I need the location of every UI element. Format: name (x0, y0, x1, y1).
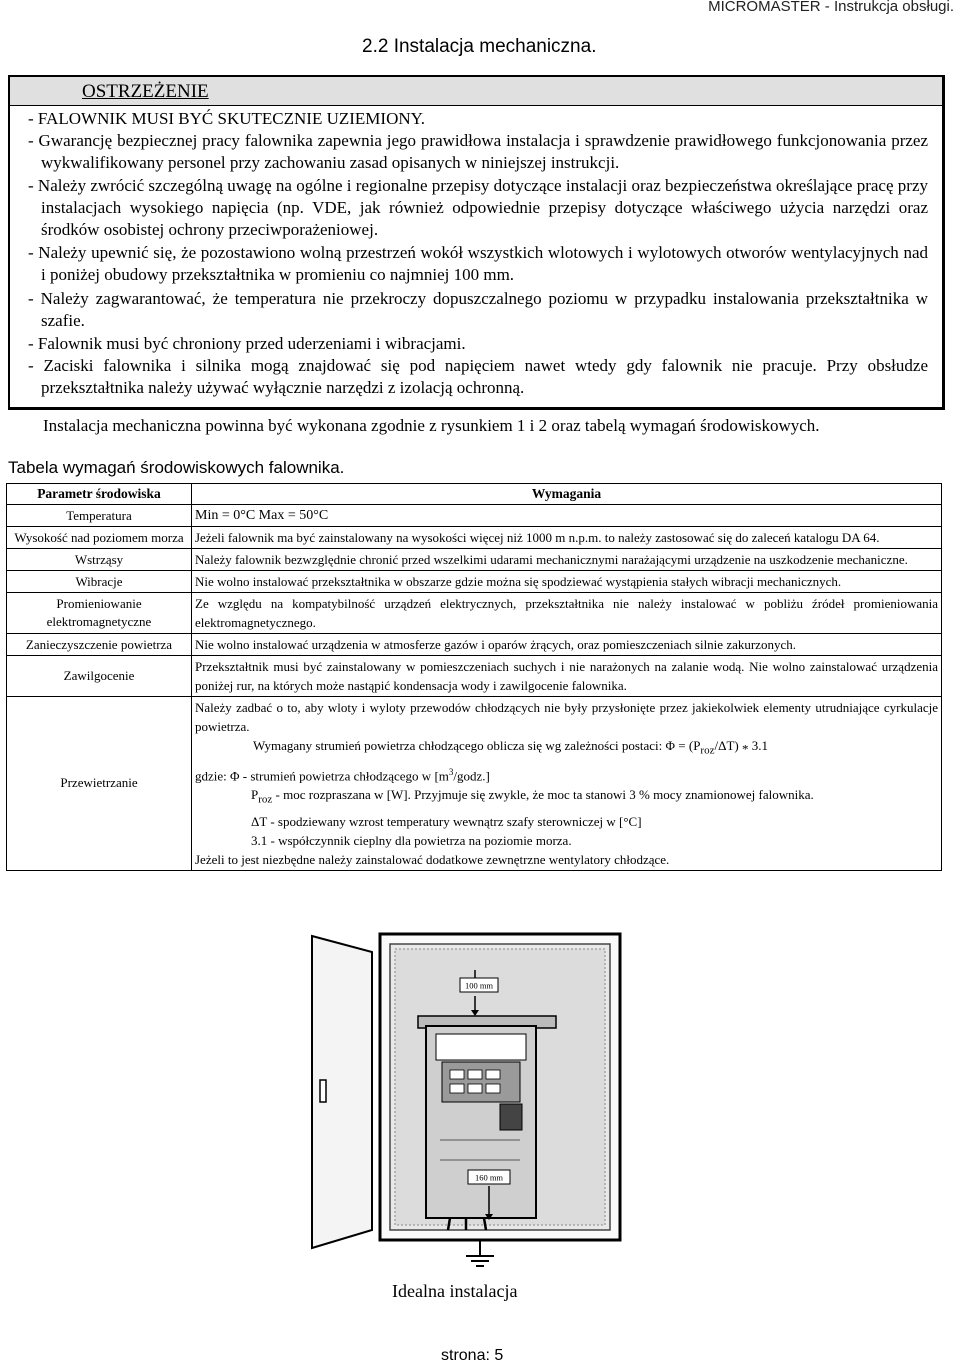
section-title: 2.2 Instalacja mechaniczna. (362, 36, 597, 57)
figure-caption: Idealna instalacja (392, 1281, 518, 1301)
table-caption: Tabela wymagań środowiskowych falownika. (8, 458, 345, 477)
formula-line: ΔT - spodziewany wzrost temperatury wewnątrz szafy sterowniczej w [°C] (251, 813, 642, 829)
environment-table (6, 483, 942, 871)
param-cell: Wysokość nad poziomem morza (7, 527, 192, 549)
formula-line: 3.1 - współczynnik cieplny dla powietrza na poziomie morza. (251, 832, 572, 848)
formula-line: gdzie: Φ - strumień powietrza chłodzącego w $[m^3/godz.]$ (195, 766, 490, 783)
warning-item: - Należy zwrócić szczególną uwagę na ogólne i regionalne przepisy dotyczące instalacji oraz bezpieczeństwa określające pracę przy instalacjach wysokiego napięcia (np. VDE, jak również odpowiednie przepisy dotyczące właściwego użycia narzędzi oraz środków osobistej ochrony przeciwporażeniowej. (28, 176, 928, 239)
req-cell: Przekształtnik musi być zainstalowany w pomieszczeniach suchych i nie narażonych na zalanie wodą. Nie wolno zainstalować urządzenia poniżej rur, na których może nastąpić kondensacja wody i zawilgocenie falownika. (192, 656, 942, 697)
warning-item: - FALOWNIK MUSI BYĆ SKUTECZNIE UZIEMIONY. (28, 109, 425, 128)
formula-line: Wymagany strumień powietrza chłodzącego oblicza się wg zależności postaci: $\Phi = (P_{roz}/\Delta T)$ $_*$ 3.1 (253, 738, 768, 757)
page-number: strona: 5 (441, 1347, 504, 1364)
warning-title: OSTRZEŻENIE (82, 81, 209, 102)
inverter-display (500, 1104, 522, 1130)
warning-item: - Należy upewnić się, że pozostawiono wolną przestrzeń wokół wszystkich wlotowych i wylotowych otworów wentylacyjnych nad i poniżej obudowy przekształtnika w promieniu co najmniej 100 mm. (28, 243, 928, 284)
column-header: Wymagania (192, 484, 942, 505)
req-cell: Min = 0°C Max = 50°C (192, 505, 942, 527)
clearance-bottom-label: 160 mm (474, 1172, 504, 1183)
column-header: Parametr środowiska (7, 484, 192, 505)
req-cell: Jeżeli falownik ma być zainstalowany na wysokości więcej niż 1000 m n.p.m. to należy zastosować się do zaleceń katalogu DA 64. (192, 527, 942, 549)
req-cell: Nie wolno instalować urządzenia w atmosferze gazów i oparów żrących, oraz pomieszczeniach silnie zakurzonych. (192, 634, 942, 656)
warning-item: - Należy zagwarantować, że temperatura nie przekroczy dopuszczalnego poziomu w przypadku instalowania przekształtnika w szafie. (28, 289, 928, 330)
running-header: MICROMASTER - Instrukcja obsługi. (708, 0, 954, 15)
param-cell: Przewietrzanie (7, 697, 192, 871)
cabinet-installation-figure (300, 930, 640, 1270)
table-header-row (7, 484, 942, 505)
req-cell (192, 697, 942, 871)
param-cell: Temperatura (7, 505, 192, 527)
formula-line: $P_{roz}$ - moc rozpraszana w [W]. Przyjmuje się zwykle, że moc ta stanowi 3 % mocy znamionowej falownika. (251, 786, 814, 806)
ventilation-line: Jeżeli to jest niezbędne należy zainstalować dodatkowe zewnętrzne wentylatory chłodzące. (195, 851, 670, 867)
req-cell: Ze względu na kompatybilność urządzeń elektrycznych, przekształtnika nie należy instalować w pobliżu źródeł promieniowania elektromagnetycznego. (192, 593, 942, 634)
req-cell: Nie wolno instalować przekształtnika w obszarze gdzie można się spodziewać wystąpienia stałych wibracji mechanicznych. (192, 571, 942, 593)
warning-item: - Falownik musi być chroniony przed uderzeniami i wibracjami. (28, 334, 466, 353)
ventilation-line: Należy zadbać o to, aby wloty i wyloty przewodów chłodzących nie były przysłonięte przez jakiekolwiek elementy utrudniające cyrkulacje powietrza. (195, 700, 938, 734)
req-cell: Należy falownik bezwzględnie chronić przed wszelkimi udarami mechanicznymi narażającymi urządzenie na uszkodzenie mechaniczne. (192, 549, 942, 571)
table-row (7, 656, 942, 697)
warning-item: - Zaciski falownika i silnika mogą znajdować się pod napięciem nawet wtedy gdy falownik nie pracuje. Przy obsłudze przekształtnika należy używać wyłącznie narzędzi z izolacją ochronną. (28, 356, 928, 397)
table-row (7, 571, 942, 593)
param-cell: Promieniowanie elektromagnetyczne (7, 593, 192, 634)
clearance-top-label: 100 mm (464, 980, 494, 991)
param-cell: Wibracje (7, 571, 192, 593)
table-row (7, 505, 942, 527)
table-row (7, 593, 942, 634)
warning-item: - Gwarancję bezpiecznej pracy falownika zapewnia jego prawidłowa instalacja i sprawdzenie prawidłowego funkcjonowania przez wykwalifikowany personel przy zachowaniu zasad opisanych w niniejszej instrukcji. (28, 131, 928, 172)
table-row (7, 634, 942, 656)
param-cell: Zanieczyszczenie powietrza (7, 634, 192, 656)
table-row (7, 527, 942, 549)
warning-title-bar (10, 77, 942, 106)
table-row (7, 549, 942, 571)
param-cell: Wstrząsy (7, 549, 192, 571)
table-row (7, 697, 942, 871)
param-cell: Zawilgocenie (7, 656, 192, 697)
door-handle (320, 1080, 326, 1102)
intro-text: Instalacja mechaniczna powinna być wykonana zgodnie z rysunkiem 1 i 2 oraz tabelą wymagań środowiskowych. (43, 416, 820, 435)
warning-box (8, 75, 945, 410)
